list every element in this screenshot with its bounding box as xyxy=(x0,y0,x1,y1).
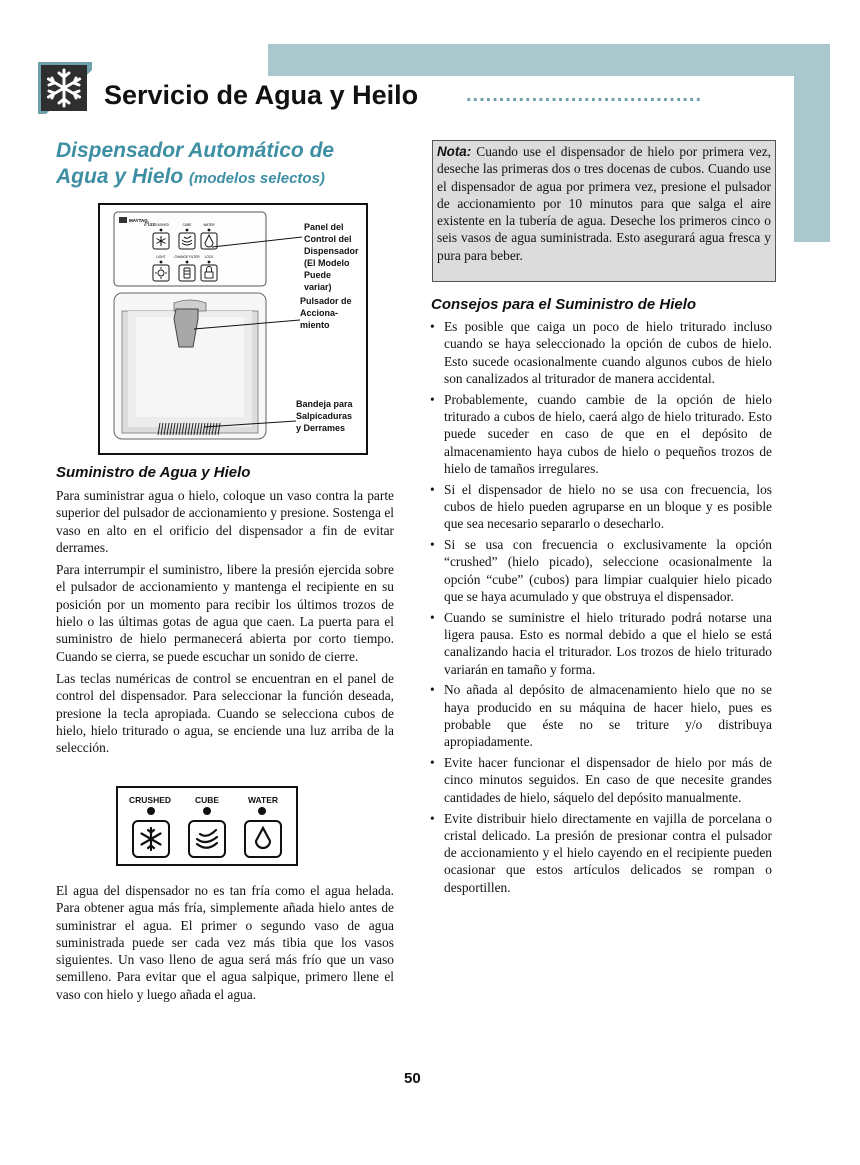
page-title: Servicio de Agua y Heilo xyxy=(104,80,419,110)
left-text-block xyxy=(56,487,394,756)
list-item: • Evite hacer funcionar el dispensador de hielo por más de cinco minutos seguidos. En caso de que necesite grandes cantidades de hielo, sáquelo del depósito manualmente. xyxy=(428,754,772,806)
cube-key xyxy=(188,820,226,858)
list-item: • Es posible que caiga un poco de hielo triturado incluso cuando se haya seleccionado la opción de cubos de hielo. Esto sucede ocasionalmente cuando algunos cubos de hielo son canalizados al triturador de manera accidental. xyxy=(428,318,772,387)
note-label: Nota: xyxy=(437,144,472,159)
ice-cube-icon xyxy=(190,822,224,856)
callout-panel-line: variar) xyxy=(304,282,332,292)
note-box xyxy=(432,140,776,282)
snowflake-logo-icon xyxy=(38,62,92,114)
callout-panel-line: Puede xyxy=(304,270,332,280)
callout-spill-tray xyxy=(296,398,353,434)
header-band-right xyxy=(794,44,830,242)
list-item: • Evite distribuir hielo directamente en vajilla de porcelana o cristal delicado. La presión de presionar contra el pulsador de accionamiento y el hielo cayendo en el recipiente pueden ocasionar que estos artículos delicados se rompan o desportillen. xyxy=(428,810,772,896)
panel-label-light: LIGHT xyxy=(156,255,166,259)
cube-indicator-light xyxy=(203,807,211,815)
subtitle-line-2-text: Agua y Hielo xyxy=(56,165,184,188)
subtitle-qualifier: (modelos selectos) xyxy=(189,170,325,187)
callout-pad-line: Acciona- xyxy=(300,308,339,318)
subtitle-line-1: Dispensador Automático de xyxy=(56,139,335,162)
paragraph: Para interrumpir el suministro, libere la presión ejercida sobre el pulsador de accionamiento y mantenga el recipiente en su posición por un momento para recibir los últimos trozos de hielo o las últimas gotas de agua que caen. La puerta para el suministro de hielo permanecerá abierta por corto tiempo. Cuando se cierra, se puede escuchar un sonido de cierre. xyxy=(56,562,394,664)
note-text: Cuando use el dispensador de hielo por primera vez, deseche las primeras dos o tres docenas de cubos. Cuando use el dispensador de agua por primera vez, presione el pulsador de accionamiento por 10 minutos para que salga el aire existente en la tubería de agua. Deseche los primeros cinco o seis vasos de agua suministrada. Esto asegurará agua fresca y pura para beber. xyxy=(437,144,771,263)
ice-tips-list xyxy=(428,318,772,900)
paragraph: Las teclas numéricas de control se encuentran en el panel de control del dispensador. Para seleccionar la función deseada, presione la tecla apropiada. Cuando se selecciona cubos de hielo, hielo triturado o agua, se enciende una luz arriba de la selección. xyxy=(56,670,394,756)
heading-water-ice-supply: Suministro de Agua y Hielo xyxy=(56,464,251,481)
callout-panel-line: Control del xyxy=(304,234,352,244)
crushed-indicator-light xyxy=(147,807,155,815)
title-leader-dots: .................................... xyxy=(466,84,703,106)
list-item: • No añada al depósito de almacenamiento hielo que no se haya producido en su máquina de hacer hielo, pues es probable que éste no se triture y/o distribuya apropiadamente. xyxy=(428,681,772,750)
crushed-key xyxy=(132,820,170,858)
brand-text: MAYTAG xyxy=(129,218,148,223)
callout-tray-line: y Derrames xyxy=(296,423,346,433)
page-number: 50 xyxy=(404,1070,421,1087)
left-final-paragraph: El agua del dispensador no es tan fría como el agua helada. Para obtener agua más fría, simplemente añada hielo antes de suministrar el agua. El primer o segundo vaso de agua suministrada puede ser cada vez más tibia que los vasos siguientes. Un vaso lleno de agua será más frío que un vaso semilleno. Para evitar que el agua salpique, primero llene el vaso con hielo y luego añada el agua. xyxy=(56,883,394,1002)
cube-label: CUBE xyxy=(195,795,220,805)
callout-panel-line: Panel del xyxy=(304,222,344,232)
callout-actuator-pad xyxy=(300,295,352,331)
snowflake-icon xyxy=(134,822,168,856)
water-drop-icon xyxy=(246,822,280,856)
callout-pad-line: miento xyxy=(300,320,330,330)
subtitle-line-2 xyxy=(56,164,416,192)
callout-panel-line: (El Modelo xyxy=(304,258,350,268)
panel-label-lock: LOCK xyxy=(204,255,214,259)
water-indicator-light xyxy=(258,807,266,815)
list-item: • Si el dispensador de hielo no se usa con frecuencia, los cubos de hielo pueden agruparse en un bloque y es posible que sea necesario separarlo o desecharlo. xyxy=(428,481,772,533)
panel-label-cube: CUBE xyxy=(182,223,192,227)
panel-label-filter: CHANGE FILTER xyxy=(174,255,200,259)
list-item: • Probablemente, cuando cambie de la opción de hielo triturado a cubos de hielo, caerá algo de hielo triturado. Esto puede suceder en caso de que en el depósito de almacenamiento haya cubos de hielo o pequeños trozos de hielo de tamaños irregulares. xyxy=(428,391,772,477)
section-subtitle xyxy=(56,138,416,192)
list-item: • Cuando se suministre el hielo triturado podrá notarse una ligera pausa. Esto es normal debido a que el hielo se está canalizando hacia el triturador. Los trozos de hielo triturado variarán en tamaño y forma. xyxy=(428,609,772,678)
callout-control-panel xyxy=(304,221,359,293)
callout-panel-line: Dispensador xyxy=(304,246,359,256)
callout-tray-line: Bandeja para xyxy=(296,399,353,409)
brand-script-text: Plus xyxy=(144,222,155,228)
header-band-top xyxy=(268,44,830,78)
callout-tray-line: Salpicaduras xyxy=(296,411,353,421)
paragraph: Para suministrar agua o hielo, coloque un vaso contra la parte superior del pulsador de accionamiento y presione. Sostenga el vaso en alto en el orificio del dispensador a fin de evitar derrames. xyxy=(56,488,394,555)
panel-label-crushed: CRUSHED xyxy=(153,223,169,227)
heading-ice-tips: Consejos para el Suministro de Hielo xyxy=(431,296,697,313)
water-key xyxy=(244,820,282,858)
list-item: • Si se usa con frecuencia o exclusivamente la opción “crushed” (hielo picado), seleccione ocasionalmente la opción “cube” (cubos) para limpiar cualquier hielo picado que se haya acumulado y que obstruya el dispensador. xyxy=(428,536,772,605)
control-keys-diagram xyxy=(116,786,298,866)
dispenser-figure xyxy=(98,203,368,455)
water-label: WATER xyxy=(248,795,279,805)
crushed-label: CRUSHED xyxy=(129,795,172,805)
panel-label-water: WATER xyxy=(203,223,215,227)
callout-pad-line: Pulsador de xyxy=(300,296,352,306)
